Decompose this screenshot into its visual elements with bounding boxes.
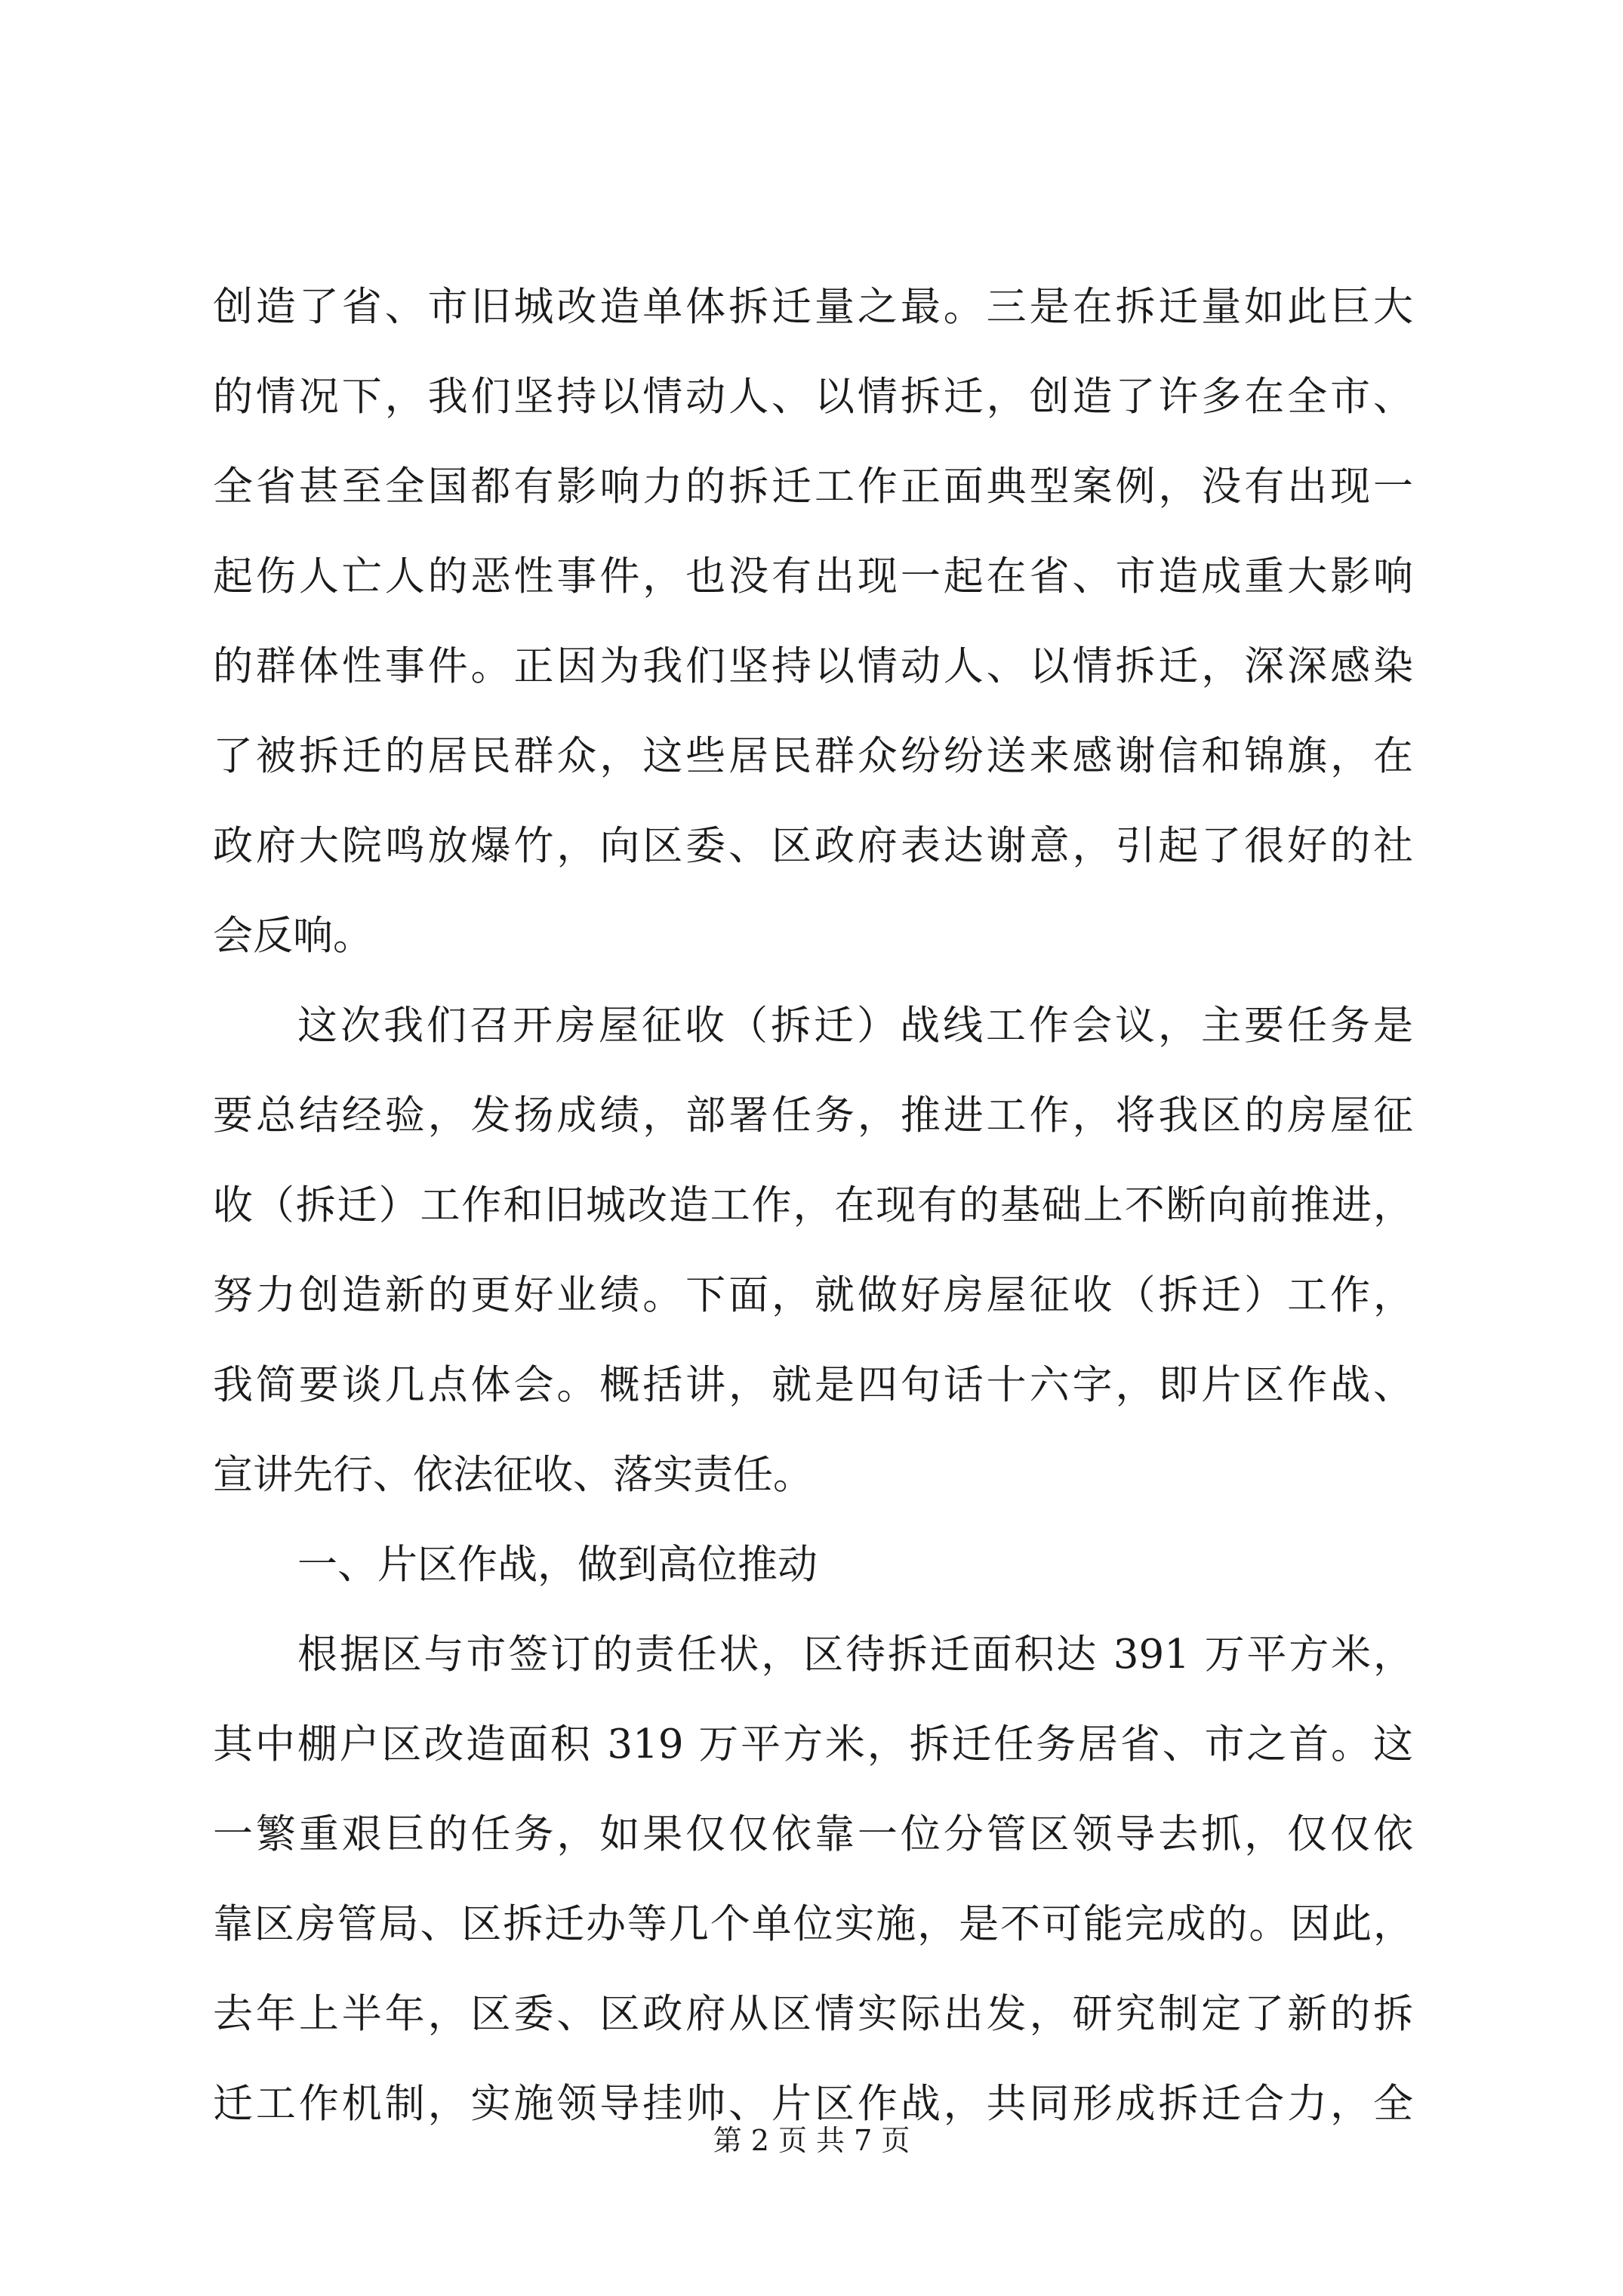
text-line: 一繁重艰巨的任务，如果仅仅依靠一位分管区领导去抓，仅仅依 bbox=[213, 1811, 1413, 1857]
text-line: 靠区房管局、区拆迁办等几个单位实施，是不可能完成的。因此， bbox=[213, 1901, 1413, 1947]
text-line: 的群体性事件。正因为我们坚持以情动人、以情拆迁，深深感染 bbox=[213, 643, 1413, 689]
text-line: 其中棚户区改造面积 319 万平方米，拆迁任务居省、市之首。这 bbox=[213, 1721, 1413, 1767]
text-line: 努力创造新的更好业绩。下面，就做好房屋征收（拆迁）工作， bbox=[213, 1272, 1413, 1318]
text-line: 这次我们召开房屋征收（拆迁）战线工作会议，主要任务是 bbox=[297, 1003, 1413, 1049]
text-line: 的情况下，我们坚持以情动人、以情拆迁，创造了许多在全市、 bbox=[213, 374, 1413, 420]
text-line: 一、片区作战，做到高位推动 bbox=[297, 1542, 818, 1588]
text-line: 政府大院鸣放爆竹，向区委、区政府表达谢意，引起了很好的社 bbox=[213, 823, 1413, 869]
text-line: 了被拆迁的居民群众，这些居民群众纷纷送来感谢信和锦旗，在 bbox=[213, 733, 1413, 779]
text-line: 要总结经验，发扬成绩，部署任务，推进工作，将我区的房屋征 bbox=[213, 1093, 1413, 1139]
text-line: 根据区与市签订的责任状，区待拆迁面积达 391 万平方米， bbox=[297, 1632, 1413, 1678]
page-footer: 第 2 页 共 7 页 bbox=[713, 2124, 910, 2157]
text-line: 迁工作机制，实施领导挂帅、片区作战，共同形成拆迁合力，全 bbox=[213, 2081, 1413, 2127]
text-line: 起伤人亡人的恶性事件，也没有出现一起在省、市造成重大影响 bbox=[213, 553, 1413, 599]
text-line: 宣讲先行、依法征收、落实责任。 bbox=[213, 1452, 813, 1498]
text-line: 全省甚至全国都有影响力的拆迁工作正面典型案例，没有出现一 bbox=[213, 464, 1413, 510]
text-line: 去年上半年，区委、区政府从区情实际出发，研究制定了新的拆 bbox=[213, 1991, 1413, 2037]
text-line: 收（拆迁）工作和旧城改造工作，在现有的基础上不断向前推进， bbox=[213, 1182, 1413, 1228]
text-line: 我简要谈几点体会。概括讲，就是四句话十六字，即片区作战、 bbox=[213, 1362, 1413, 1408]
text-line: 创造了省、市旧城改造单体拆迁量之最。三是在拆迁量如此巨大 bbox=[213, 284, 1413, 330]
document-body bbox=[213, 262, 1413, 2149]
text-line: 会反响。 bbox=[213, 913, 373, 959]
